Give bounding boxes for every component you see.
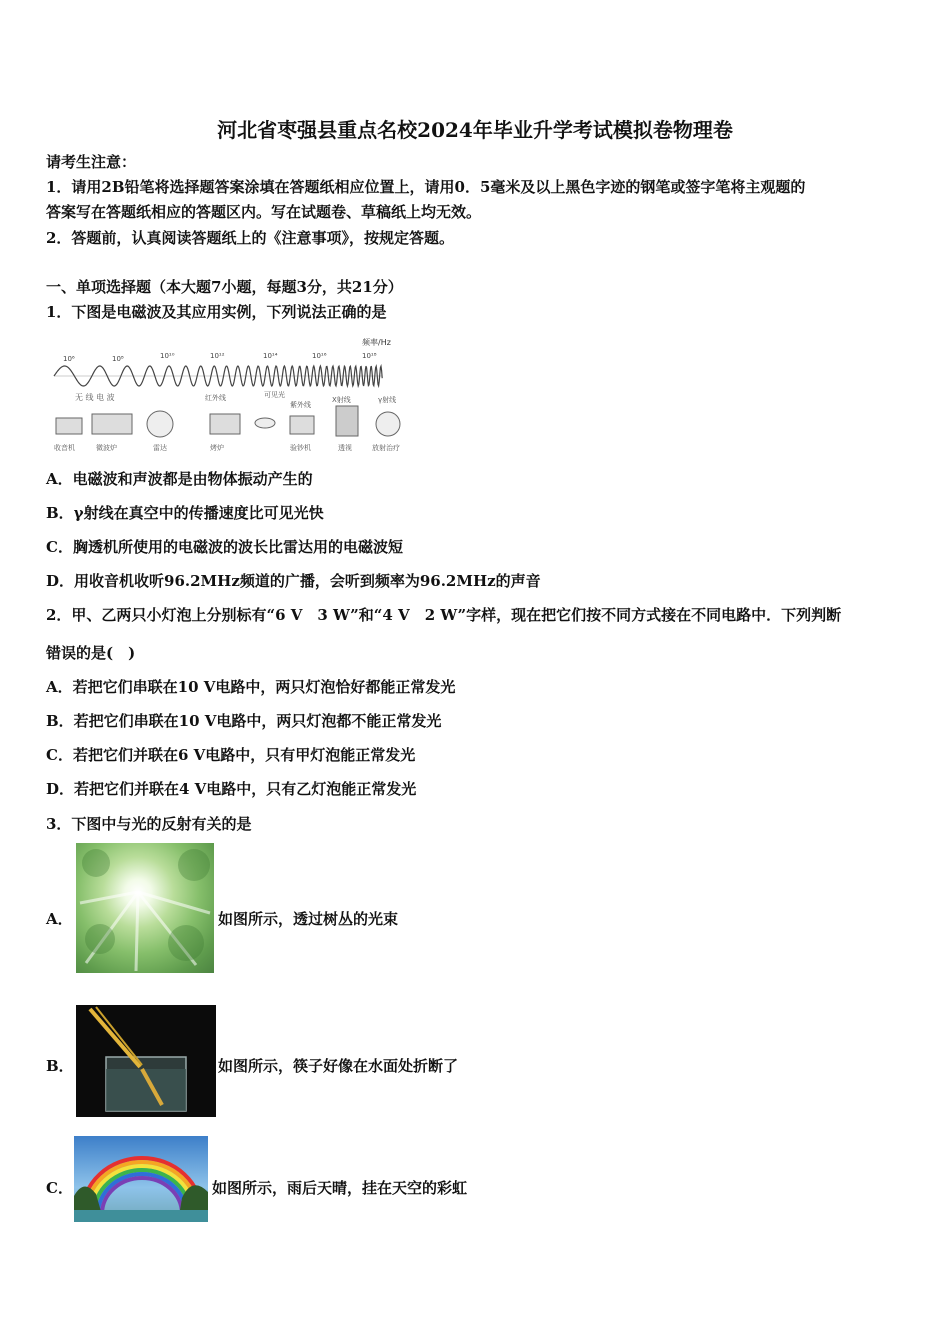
- device-label: 验钞机: [290, 444, 311, 452]
- q3-option-b-text: 如图所示，筷子好像在水面处折断了: [218, 1057, 459, 1075]
- q2-option-b: B．若把它们串联在10 V电路中，两只灯泡都不能正常发光: [46, 712, 442, 730]
- exp-label: 10¹⁸: [362, 352, 377, 360]
- q1-stem: 1．下图是电磁波及其应用实例，下列说法正确的是: [46, 303, 387, 321]
- xray-hand-icon: [336, 406, 358, 436]
- q3-stem: 3．下图中与光的反射有关的是: [46, 815, 252, 833]
- forest-light-image: [76, 843, 214, 973]
- section-heading: 一、单项选择题（本大题7小题，每题3分，共21分）: [46, 278, 403, 296]
- q2-option-c: C．若把它们并联在6 V电路中，只有甲灯泡能正常发光: [46, 746, 416, 764]
- q1-option-b: B．γ射线在真空中的传播速度比可见光快: [46, 504, 324, 522]
- eye-icon: [255, 418, 275, 428]
- q2-option-d: D．若把它们并联在4 V电路中，只有乙灯泡能正常发光: [46, 780, 417, 798]
- q1-option-d: D．用收音机收听96.2MHz频道的广播，会听到频率为96.2MHz的声音: [46, 572, 541, 590]
- device-label: 烤炉: [210, 444, 224, 452]
- microwave-icon: [92, 414, 132, 434]
- em-spectrum-figure: [50, 334, 410, 456]
- q1-option-a: A．电磁波和声波都是由物体振动产生的: [46, 470, 313, 488]
- band-label: γ射线: [378, 396, 397, 404]
- freq-unit: 频率/Hz: [362, 338, 391, 347]
- q3-option-c-text: 如图所示，雨后天晴，挂在天空的彩虹: [212, 1179, 468, 1197]
- exp-label: 10¹²: [210, 352, 225, 360]
- q2-stem-line2: 错误的是( ): [46, 644, 136, 662]
- q2-option-a: A．若把它们串联在10 V电路中，两只灯泡恰好都能正常发光: [46, 678, 456, 696]
- exp-label: 10¹⁶: [312, 352, 327, 360]
- device-label: 透视: [338, 444, 352, 452]
- device-label: 收音机: [54, 444, 75, 452]
- exp-label: 10¹⁴: [263, 352, 278, 360]
- device-label: 放射治疗: [372, 444, 400, 452]
- q3-option-b-letter: B．: [46, 1057, 74, 1075]
- bill-detector-icon: [290, 416, 314, 434]
- notice-heading: 请考生注意：: [46, 153, 137, 171]
- device-label: 雷达: [153, 444, 167, 452]
- notice-line-2: 2．答题前，认真阅读答题纸上的《注意事项》，按规定答题。: [46, 229, 454, 247]
- q2-stem-line1: 2．甲、乙两只小灯泡上分别标有“6 V 3 W”和“4 V 2 W”字样，现在把它们按不同方式接在不同电路中．下列判断: [46, 606, 842, 624]
- oven-icon: [210, 414, 240, 434]
- radar-icon: [147, 411, 173, 437]
- rainbow-image: [74, 1136, 208, 1222]
- page-title: 河北省枣强县重点名校2024年毕业升学考试模拟卷物理卷: [217, 118, 733, 142]
- notice-line-1b: 答案写在答题纸相应的答题区内。写在试题卷、草稿纸上均无效。: [46, 203, 482, 221]
- q3-option-a-letter: A．: [46, 910, 73, 928]
- chopsticks-water-image: [76, 1005, 216, 1117]
- exp-label: 10⁸: [112, 355, 124, 363]
- device-label: 微波炉: [96, 444, 117, 452]
- band-label: X射线: [332, 396, 351, 404]
- q3-option-c-letter: C．: [46, 1179, 73, 1197]
- radio-icon: [56, 418, 82, 434]
- q1-option-c: C．胸透机所使用的电磁波的波长比雷达用的电磁波短: [46, 538, 403, 556]
- band-label: 无 线 电 波: [75, 393, 115, 402]
- band-label: 紫外线: [290, 401, 311, 409]
- radiation-icon: [376, 412, 400, 436]
- notice-line-1a: 1．请用2B铅笔将选择题答案涂填在答题纸相应位置上，请用0．5毫米及以上黑色字迹的钢笔或签字笔将主观题的: [46, 178, 806, 196]
- band-label: 红外线: [205, 394, 226, 402]
- exp-label: 10¹⁰: [160, 352, 175, 360]
- exp-label: 10⁶: [63, 355, 75, 363]
- q3-option-a-text: 如图所示，透过树丛的光束: [218, 910, 399, 928]
- band-label: 可见光: [264, 391, 285, 399]
